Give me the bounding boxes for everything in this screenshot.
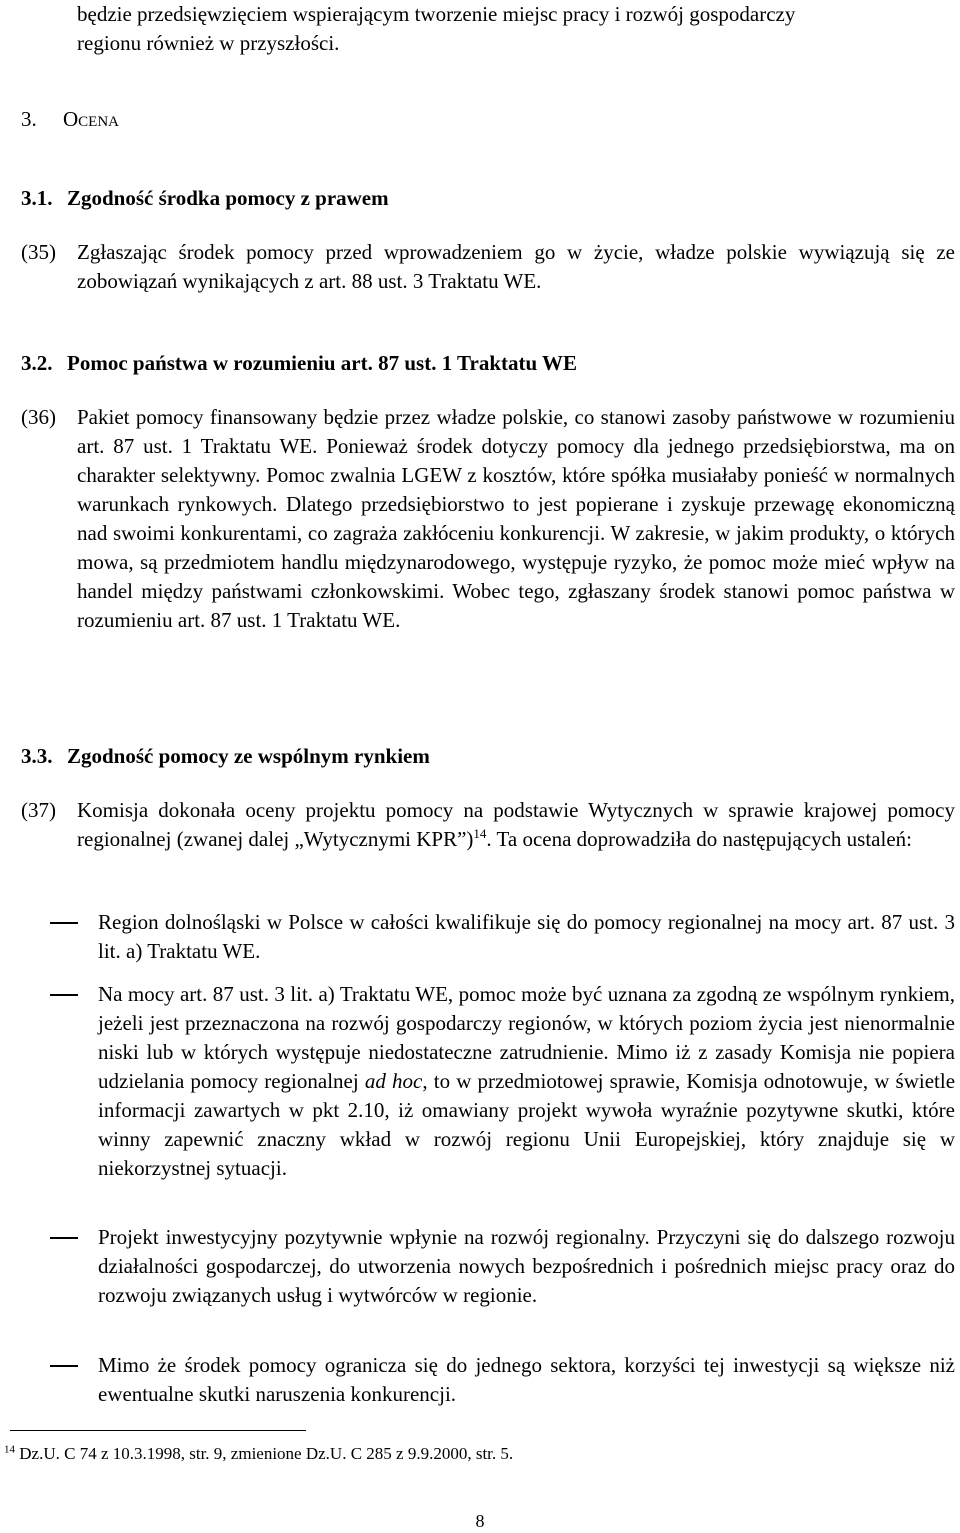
paragraph-36 [21, 403, 955, 635]
paragraph-35 [21, 238, 955, 296]
bullet-2-text-before: Na mocy art. 87 ust. 3 lit. a) Traktatu WE, pomoc może być uznana za zgodną ze wspólnym rynkiem, jeżeli jest przeznaczona na rozwój gospodarczy regionów, w których poziom życia jest nienormalnie niski lub w których występuje niedostateczne zatrudnienie. Mimo iż z zasady Komisja nie popiera udzielania pomocy regionalnej [98, 982, 955, 1093]
section-3-2-number: 3.2. [21, 351, 53, 375]
paragraph-35-text: Zgłaszając środek pomocy przed wprowadzeniem go w życie, władze polskie wywiązują się ze zobowiązań wynikających z art. 88 ust. 3 Traktatu WE. [77, 240, 955, 293]
bullet-2-italic: ad hoc [364, 1069, 423, 1093]
bullet-dash-3 [50, 1237, 78, 1239]
paragraph-35-number: (35) [21, 240, 56, 264]
section-3-3-heading [21, 742, 921, 771]
bullet-dash-4 [50, 1365, 78, 1367]
section-3-2-heading [21, 349, 921, 378]
section-3-2-title: Pomoc państwa w rozumieniu art. 87 ust. 1 Traktatu WE [67, 351, 578, 375]
bullet-2-text-after: , to w przedmiotowej sprawie, Komisja odnotowuje, w świetle informacji zawartych w pkt 2.10, iż omawiany projekt wywoła wyraźnie pozytywne skutki, które winny zapewnić znaczny wkład w rozwój regionu Unii Europejskiej, który znajduje się w niekorzystnej sytuacji. [98, 1069, 956, 1180]
footnote-14 [4, 1442, 904, 1466]
bullet-4: Mimo że środek pomocy ogranicza się do jednego sektora, korzyści tej inwestycji są większe niż ewentualne skutki naruszenia konkurencji. [98, 1353, 955, 1406]
section-3-1-heading [21, 184, 821, 213]
page-number: 8 [475, 1511, 485, 1531]
footnote-separator [10, 1430, 306, 1431]
section-3-number: 3. [21, 107, 37, 131]
intro-line-2: regionu również w przyszłości. [77, 31, 340, 55]
bullet-3: Projekt inwestycyjny pozytywnie wpłynie na rozwój regionalny. Przyczyni się do dalszego rozwoju działalności gospodarczej, do utworzenia nowych bezpośrednich i pośrednich miejsc pracy oraz do rozwoju związanych usług i wytwórców w regionie. [98, 1225, 955, 1307]
bullet-dash-1 [50, 922, 78, 924]
section-3-3-number: 3.3. [21, 744, 53, 768]
bullet-2 [98, 980, 955, 1183]
paragraph-37-text-before: Komisja dokonała oceny projektu pomocy na podstawie Wytycznych w sprawie krajowej pomocy regionalnej (zwanej dalej „Wytycznymi KPR”) [77, 798, 955, 851]
bullet-1: Region dolnośląski w Polsce w całości kwalifikuje się do pomocy regionalnej na mocy art. 87 ust. 3 lit. a) Traktatu WE. [98, 910, 955, 963]
paragraph-37 [21, 796, 955, 854]
paragraph-37-text [77, 796, 955, 854]
section-3-1-number: 3.1. [21, 186, 53, 210]
paragraph-36-text: Pakiet pomocy finansowany będzie przez władze polskie, co stanowi zasoby państwowe w rozumieniu art. 87 ust. 1 Traktatu WE. Ponieważ środek dotyczy pomocy dla jednego przedsiębiorstwa, ma on charakter selektywny. Pomoc zwalnia LGEW z kosztów, które spółka musiałaby ponieść w normalnych warunkach rynkowych. Dlatego przedsiębiorstwo to jest popierane i zyskuje przewagę ekonomiczną nad swoimi konkurentami, co zagraża zakłóceniu konkurencji. W zakresie, w jakim produkty, o których mowa, są przedmiotem handlu międzynarodowego, występuje ryzyko, że pomoc może mieć wpływ na handel między państwami członkowskimi. Wobec tego, zgłaszany środek stanowi pomoc państwa w rozumieniu art. 87 ust. 1 Traktatu WE. [77, 405, 955, 632]
section-3-title: Ocena [63, 107, 119, 131]
intro-line-1: będzie przedsięwzięciem wspierającym tworzenie miejsc pracy i rozwój gospodarczy [77, 2, 796, 26]
paragraph-36-number: (36) [21, 405, 56, 429]
paragraph-37-text-after: . Ta ocena doprowadziła do następujących ustaleń: [486, 827, 912, 851]
paragraph-37-number: (37) [21, 798, 56, 822]
section-3-1-title: Zgodność środka pomocy z prawem [67, 186, 389, 210]
bullet-dash-2 [50, 994, 78, 996]
footnote-text: Dz.U. C 74 z 10.3.1998, str. 9, zmienione Dz.U. C 285 z 9.9.2000, str. 5. [19, 1444, 514, 1463]
section-3-3-title: Zgodność pomocy ze wspólnym rynkiem [67, 744, 430, 768]
footnote-ref-14: 14 [473, 826, 487, 841]
section-3-heading [21, 105, 621, 134]
footnote-number: 14 [4, 1443, 15, 1456]
